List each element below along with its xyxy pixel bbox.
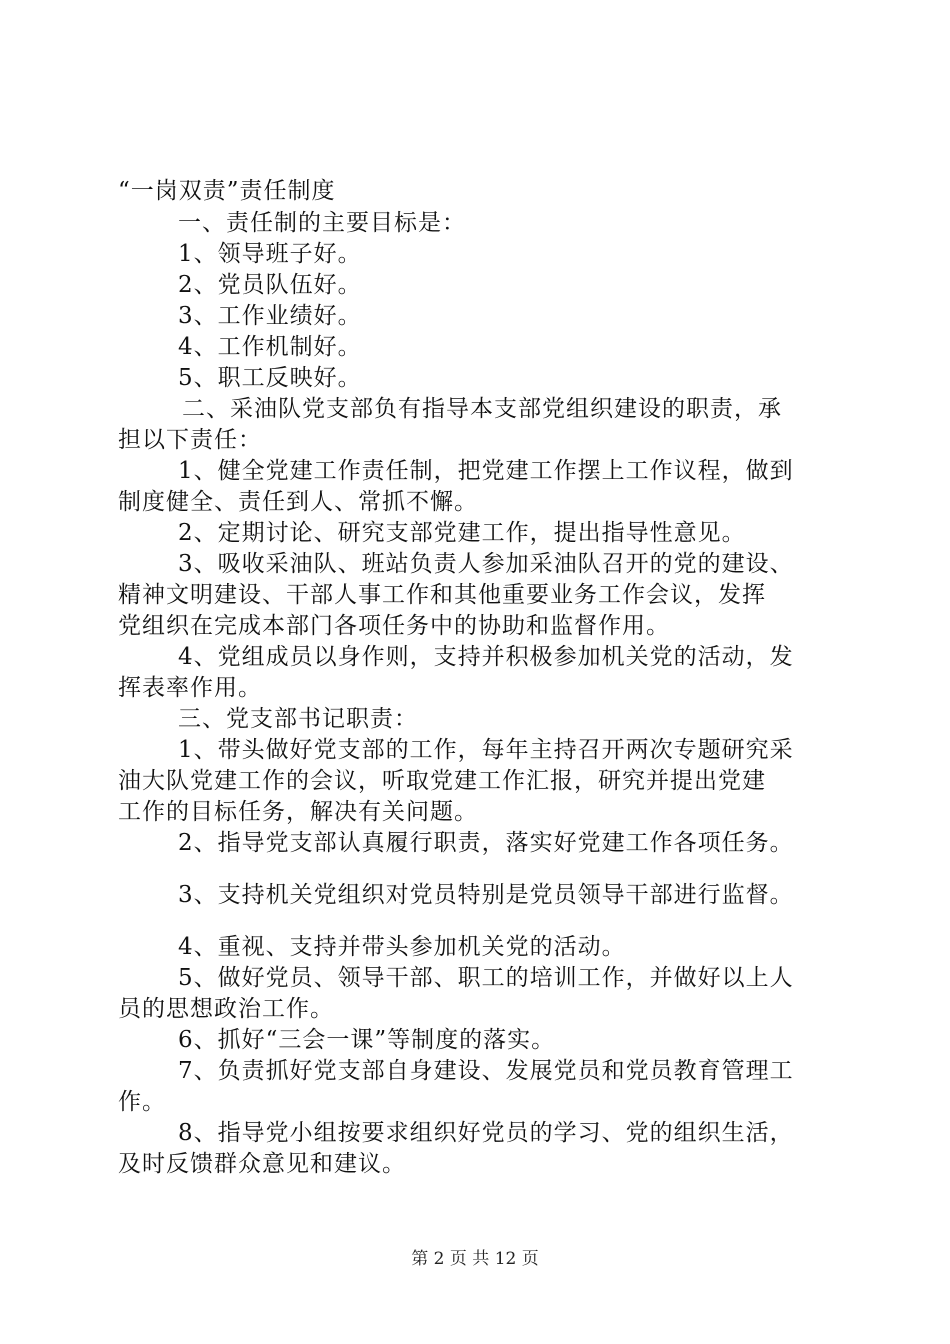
paragraph-line: 2、指导党支部认真履行职责，落实好党建工作各项任务。 — [178, 830, 794, 856]
paragraph-line: 3、吸收采油队、班站负责人参加采油队召开的党的建设、 — [178, 551, 794, 577]
section-heading-1: 一、责任制的主要目标是： — [178, 210, 466, 236]
paragraph-line: 工作的目标任务，解决有关问题。 — [118, 799, 478, 825]
paragraph-line: 油大队党建工作的会议，听取党建工作汇报，研究并提出党建 — [118, 768, 766, 794]
paragraph-line: 精神文明建设、干部人事工作和其他重要业务工作会议，发挥 — [118, 582, 766, 608]
paragraph-line: 制度健全、责任到人、常抓不懈。 — [118, 489, 478, 515]
page-number-footer: 第 2 页 共 12 页 — [411, 1249, 539, 1269]
paragraph-line: 1、健全党建工作责任制，把党建工作摆上工作议程，做到 — [178, 458, 794, 484]
paragraph-line: 1、带头做好党支部的工作，每年主持召开两次专题研究采 — [178, 737, 794, 763]
paragraph-line: 担以下责任： — [118, 427, 262, 453]
paragraph-line: 3、支持机关党组织对党员特别是党员领导干部进行监督。 — [178, 882, 794, 908]
paragraph-line: 5、做好党员、领导干部、职工的培训工作，并做好以上人 — [178, 965, 794, 991]
paragraph-line: 挥表率作用。 — [118, 675, 262, 701]
paragraph-line: 5、职工反映好。 — [178, 365, 362, 391]
paragraph-line: 4、重视、支持并带头参加机关党的活动。 — [178, 934, 626, 960]
paragraph-line: 2、党员队伍好。 — [178, 272, 362, 298]
paragraph-line: 作。 — [118, 1089, 166, 1115]
paragraph-line: 4、党组成员以身作则，支持并积极参加机关党的活动，发 — [178, 644, 794, 670]
paragraph-line: 8、指导党小组按要求组织好党员的学习、党的组织生活， — [178, 1120, 794, 1146]
paragraph-line: 党组织在完成本部门各项任务中的协助和监督作用。 — [118, 613, 670, 639]
paragraph-line: 4、工作机制好。 — [178, 334, 362, 360]
paragraph-line: 7、负责抓好党支部自身建设、发展党员和党员教育管理工 — [178, 1058, 794, 1084]
paragraph-line: 员的思想政治工作。 — [118, 996, 334, 1022]
document-title: “一岗双责”责任制度 — [118, 178, 336, 204]
paragraph-line: 3、工作业绩好。 — [178, 303, 362, 329]
paragraph-line: 及时反馈群众意见和建议。 — [118, 1151, 406, 1177]
section-heading-2: 二、采油队党支部负有指导本支部党组织建设的职责，承 — [182, 396, 782, 422]
paragraph-line: 1、领导班子好。 — [178, 241, 362, 267]
section-heading-3: 三、党支部书记职责： — [178, 706, 418, 732]
paragraph-line: 2、定期讨论、研究支部党建工作，提出指导性意见。 — [178, 520, 746, 546]
paragraph-line: 6、抓好“三会一课”等制度的落实。 — [178, 1027, 556, 1053]
